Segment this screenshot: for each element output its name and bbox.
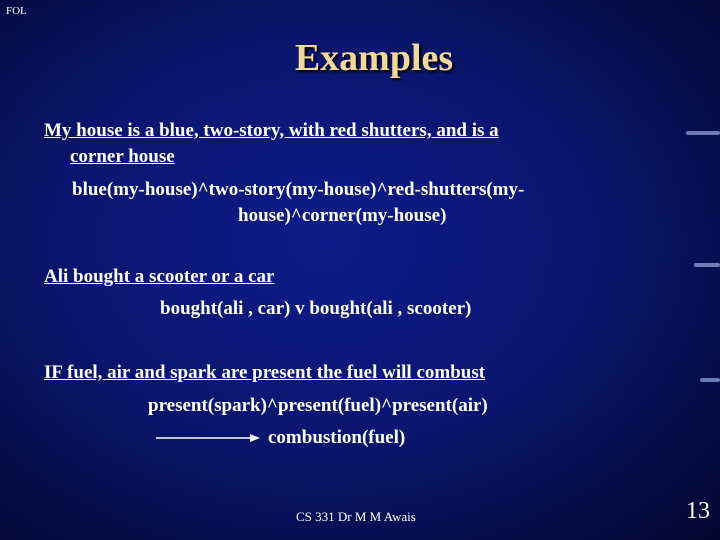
example1-sentence-line2: corner house <box>70 146 175 167</box>
example1-formula-line1: blue(my-house)^two-story(my-house)^red-shutters(my- <box>72 179 525 200</box>
example3-formula-line2: combustion(fuel) <box>268 427 406 448</box>
corner-label: FOL <box>6 5 27 17</box>
example3-sentence: IF fuel, air and spark are present the fuel will combust <box>44 362 486 383</box>
example1-sentence-line1: My house is a blue, two-story, with red shutters, and is a <box>44 120 499 141</box>
example2-formula: bought(ali , car) v bought(ali , scooter) <box>160 298 472 319</box>
decorative-dash <box>694 263 720 267</box>
decorative-dash <box>686 131 720 135</box>
example2-sentence: Ali bought a scooter or a car <box>44 266 275 287</box>
slide-title: Examples <box>294 37 454 79</box>
example3-formula-line1: present(spark)^present(fuel)^present(air) <box>148 395 488 416</box>
decorative-dash <box>700 378 720 382</box>
page-number: 13 <box>686 498 710 524</box>
example1-formula-line2: house)^corner(my-house) <box>238 205 447 226</box>
footer-credit: CS 331 Dr M M Awais <box>296 509 416 524</box>
implication-arrow-icon <box>154 431 262 445</box>
